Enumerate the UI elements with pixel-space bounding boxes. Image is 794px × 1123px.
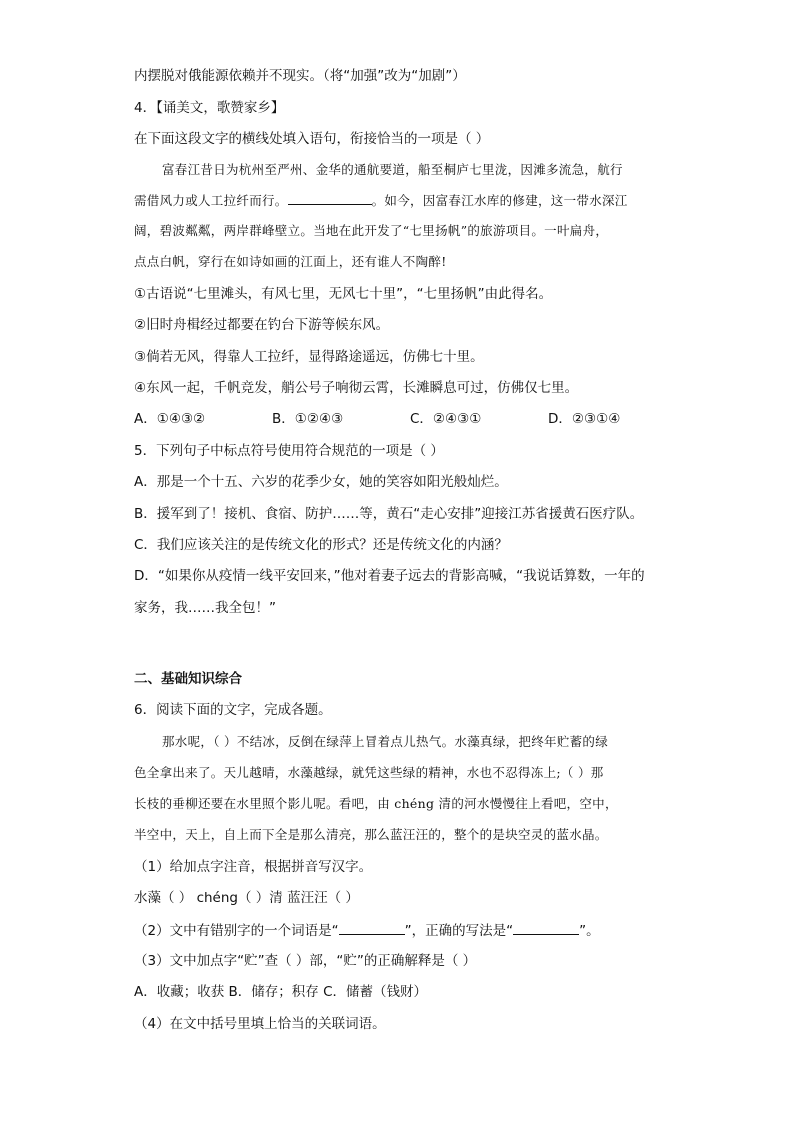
q4-fill-blank[interactable] — [288, 190, 372, 205]
q6-sub2-part2: ”，正确的写法是“ — [404, 923, 514, 939]
q6-sub3: （3）文中加点字“贮”查（ ）部，“贮”的正确解释是（ ） — [134, 953, 477, 969]
q4-prompt: 在下面这段文字的横线处填入语句，衔接恰当的一项是（ ） — [134, 131, 490, 147]
intro-line: 内摆脱对俄能源依赖并不现实。（将“加强”改为“加剧”） — [134, 68, 466, 84]
q5-option-c[interactable]: C．我们应该关注的是传统文化的形式？还是传统文化的内涵？ — [134, 537, 508, 553]
q4-passage-line1: 富春江昔日为杭州至严州、金华的通航要道，船至桐庐七里泷，因滩多流急，航行 — [162, 162, 623, 177]
q6-passage-line2: 色全拿出来了。天儿越晴，水藻越绿，就凭这些绿的精神，水也不忍得冻上;（ ）那 — [134, 765, 604, 780]
q6-passage-line4: 半空中，天上，自上而下全是那么清亮，那么蓝汪汪的，整个的是块空灵的蓝水晶。 — [134, 827, 608, 842]
q4-item-1: ①古语说“七里滩头，有风七里，无风七十里”，“七里扬帆”由此得名。 — [134, 286, 553, 302]
q6-sub1-answers[interactable]: 水藻（ ） chéng（ ）清 蓝汪汪（ ） — [134, 890, 359, 906]
q4-option-a[interactable]: A．①④③② — [134, 411, 206, 427]
q6-title: 6．阅读下面的文字，完成各题。 — [134, 702, 332, 718]
q4-passage-line2 — [134, 190, 628, 211]
q6-sub4: （4）在文中括号里填上恰当的关联词语。 — [134, 1016, 386, 1032]
q6-passage-line1: 那水呢，（ ）不结冰，反倒在绿萍上冒着点儿热气。水藻真绿，把终年贮蓄的绿 — [162, 734, 609, 749]
q6-sub1: （1）给加点字注音，根据拼音写汉字。 — [134, 859, 373, 875]
q6-sub3-options[interactable]: A．收藏；收获 B．储存；积存 C．储蓄（钱财） — [134, 984, 428, 1000]
q6-sub2-part3: ”。 — [579, 923, 600, 939]
q4-title: 4．【诵美文，歌赞家乡】 — [134, 100, 285, 116]
q4-item-3: ③倘若无风，得靠人工拉纤，显得路途遥远，仿佛七十里。 — [134, 349, 484, 365]
q5-option-b[interactable]: B．援军到了！接机、食宿、防护……等，黄石“走心安排”迎接江苏省援黄石医疗队。 — [134, 506, 644, 522]
q5-option-d-cont: 家务，我……我全包！” — [134, 600, 276, 616]
q4-passage-line4: 点点白帆，穿行在如诗如画的江面上，还有谁人不陶醉! — [134, 254, 447, 269]
q6-passage-line3: 长枝的垂柳还要在水里照个影儿呢。看吧，由 chéng 清的河水慢慢往上看吧，空中， — [134, 796, 618, 811]
q4-passage-line2-start: 需借风力或人工拉纤而行。 — [134, 193, 288, 208]
section-2-heading: 二、基础知识综合 — [134, 671, 242, 687]
q4-option-b[interactable]: B．①②④③ — [272, 411, 344, 427]
q6-sub2-blank-correct[interactable] — [513, 920, 579, 935]
q4-item-4: ④东风一起，千帆竞发，艄公号子响彻云霄，长滩瞬息可过，仿佛仅七里。 — [134, 380, 579, 396]
q6-sub2 — [134, 920, 600, 941]
q4-item-2: ②旧时舟楫经过都要在钓台下游等候东风。 — [134, 317, 390, 333]
q5-title: 5．下列句子中标点符号使用符合规范的一项是（ ） — [134, 443, 444, 459]
q4-option-c[interactable]: C．②④③① — [410, 411, 482, 427]
q5-option-a[interactable]: A．那是一个十五、六岁的花季少女，她的笑容如阳光般灿烂。 — [134, 474, 508, 490]
q5-option-d[interactable]: D．“如果你从疫情一线平安回来，”他对着妻子远去的背影高喊，“我说话算数，一年的 — [134, 568, 645, 584]
q6-sub2-blank-wrong[interactable] — [339, 920, 405, 935]
q4-option-d[interactable]: D．②③①④ — [548, 411, 621, 427]
q4-passage-line2-end: 。如今，因富春江水库的修建，这一带水深江 — [371, 193, 628, 208]
q4-passage-line3: 阔，碧波粼粼，两岸群峰壁立。当地在此开发了“七里扬帆”的旅游项目。一叶扁舟， — [134, 223, 609, 238]
q6-sub2-part1: （2）文中有错别字的一个词语是“ — [134, 923, 339, 939]
